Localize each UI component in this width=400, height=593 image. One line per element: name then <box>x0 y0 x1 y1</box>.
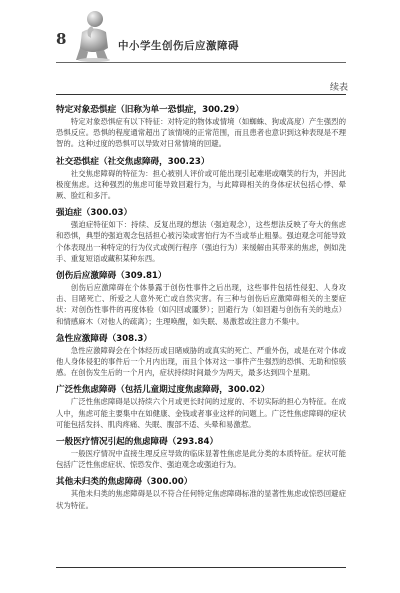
page-header <box>0 0 400 70</box>
entry-medical-anxiety <box>56 436 346 470</box>
entry-acute-stress <box>56 333 346 379</box>
entry-specific-phobia <box>56 104 346 150</box>
entry-title: 广泛性焦虑障碍（包括儿童期过度焦虑障碍，300.02） <box>56 385 270 396</box>
entry-title: 其他未归类的焦虑障碍（300.00） <box>56 477 193 488</box>
entry-title: 特定对象恐惧症（旧称为单一恐惧症，300.29） <box>56 105 244 115</box>
entry-social-phobia <box>56 156 346 202</box>
entry-body: 急性应激障碍会在个体经历或目睹威胁的或真实的死亡、严重外伤，或是在对个体或他人身体侵犯的事件后一个月内出现，而且个体对这一事件产生强烈的恐惧、无助和惊骇感。在创伤发生后的一个月内，症状持续时间最少为两天，最多达到四个星期。 <box>56 345 346 378</box>
entry-title: 社交恐惧症（社交焦虑障碍，300.23） <box>56 156 210 167</box>
entry-body: 其他未归类的焦虑障碍是以不符合任何特定焦虑障碍标准的显著性焦虑或惊恐回避症状为特征。 <box>56 489 346 510</box>
entry-gad <box>56 384 346 430</box>
entry-title: 一般医疗情况引起的焦虑障碍（293.84） <box>56 437 219 448</box>
book-title: 中小学生创伤后应激障碍 <box>118 40 239 52</box>
entry-body: 强迫症特征如下：持续、反复出现的想法（强迫观念），这些想法反映了夸大的焦虑和恐惧，典型的强迫观念包括担心被污染或害怕行为不当或举止粗暴。强迫观念可能导致个体表现出一种特定的行为仪式或例行程序（强迫行为）来缓解由其带来的焦虑，例如洗手、重复短语或藏积某种东西。 <box>56 220 346 263</box>
entry-body: 一般医疗情况中直接生理反应导致的临床显著性焦虑是此分类的本质特征。症状可能包括广泛性焦虑症状、惊恐发作、强迫观念或强迫行为。 <box>56 449 346 470</box>
entry-title: 创伤后应激障碍（309.81） <box>56 271 167 282</box>
entry-title: 强迫症（300.03） <box>56 208 133 219</box>
table-top-rule <box>56 94 346 95</box>
entry-ocd <box>56 207 346 264</box>
continued-label: 续表 <box>329 83 348 93</box>
entry-body: 特定对象恐惧症有以下特征：对特定的物体或情境（如蜘蛛、狗或高度）产生强烈的恐惧反应。恐惧的程度通常超出了该情境的正常范围，而且患者也意识到这种表现是不理智的。这种过度的恐惧可以导致对日常情境的回避。 <box>56 117 346 149</box>
entry-title: 急性应激障碍（308.3） <box>56 333 152 344</box>
table-content <box>56 98 346 511</box>
entry-body: 创伤后应激障碍在个体暴露于创伤性事件之后出现，这些事件包括性侵犯、人身攻击、目睹死亡、所爱之人意外死亡或自然灾害。有三种与创伤后应激障碍相关的主要症状：对创伤性事件的再度体验（如闪回或噩梦）；回避行为（如回避与创伤有关的地点）和情感麻木（对他人的疏离）；生理唤醒，如失眠、易激惹或注意力不集中。 <box>56 283 346 326</box>
entry-body: 广泛性焦虑障碍是以持续六个月或更长时间的过度的、不切实际的担心为特征。在成人中，焦虑可能主要集中在如健康、金钱或者事业这样的问题上。广泛性焦虑障碍的症状可能包括发抖、肌肉疼痛、失眠、腹部不适、头晕和易激惹。 <box>56 397 346 429</box>
thinker-figure-icon <box>74 8 114 62</box>
table-bottom-rule <box>56 567 346 568</box>
page-number: 8 <box>56 30 67 48</box>
entry-ptsd <box>56 270 346 327</box>
entry-body: 社交焦虑障碍的特征为：担心被别人评价或可能出现引起难堪或嘲笑的行为，并因此极度焦虑。这种强烈的焦虑可能导致回避行为，与此障碍相关的身体症状包括心悸、晕厥、脸红和多汗。 <box>56 168 346 201</box>
header-divider <box>56 62 346 63</box>
entry-anxiety-nos <box>56 476 346 510</box>
